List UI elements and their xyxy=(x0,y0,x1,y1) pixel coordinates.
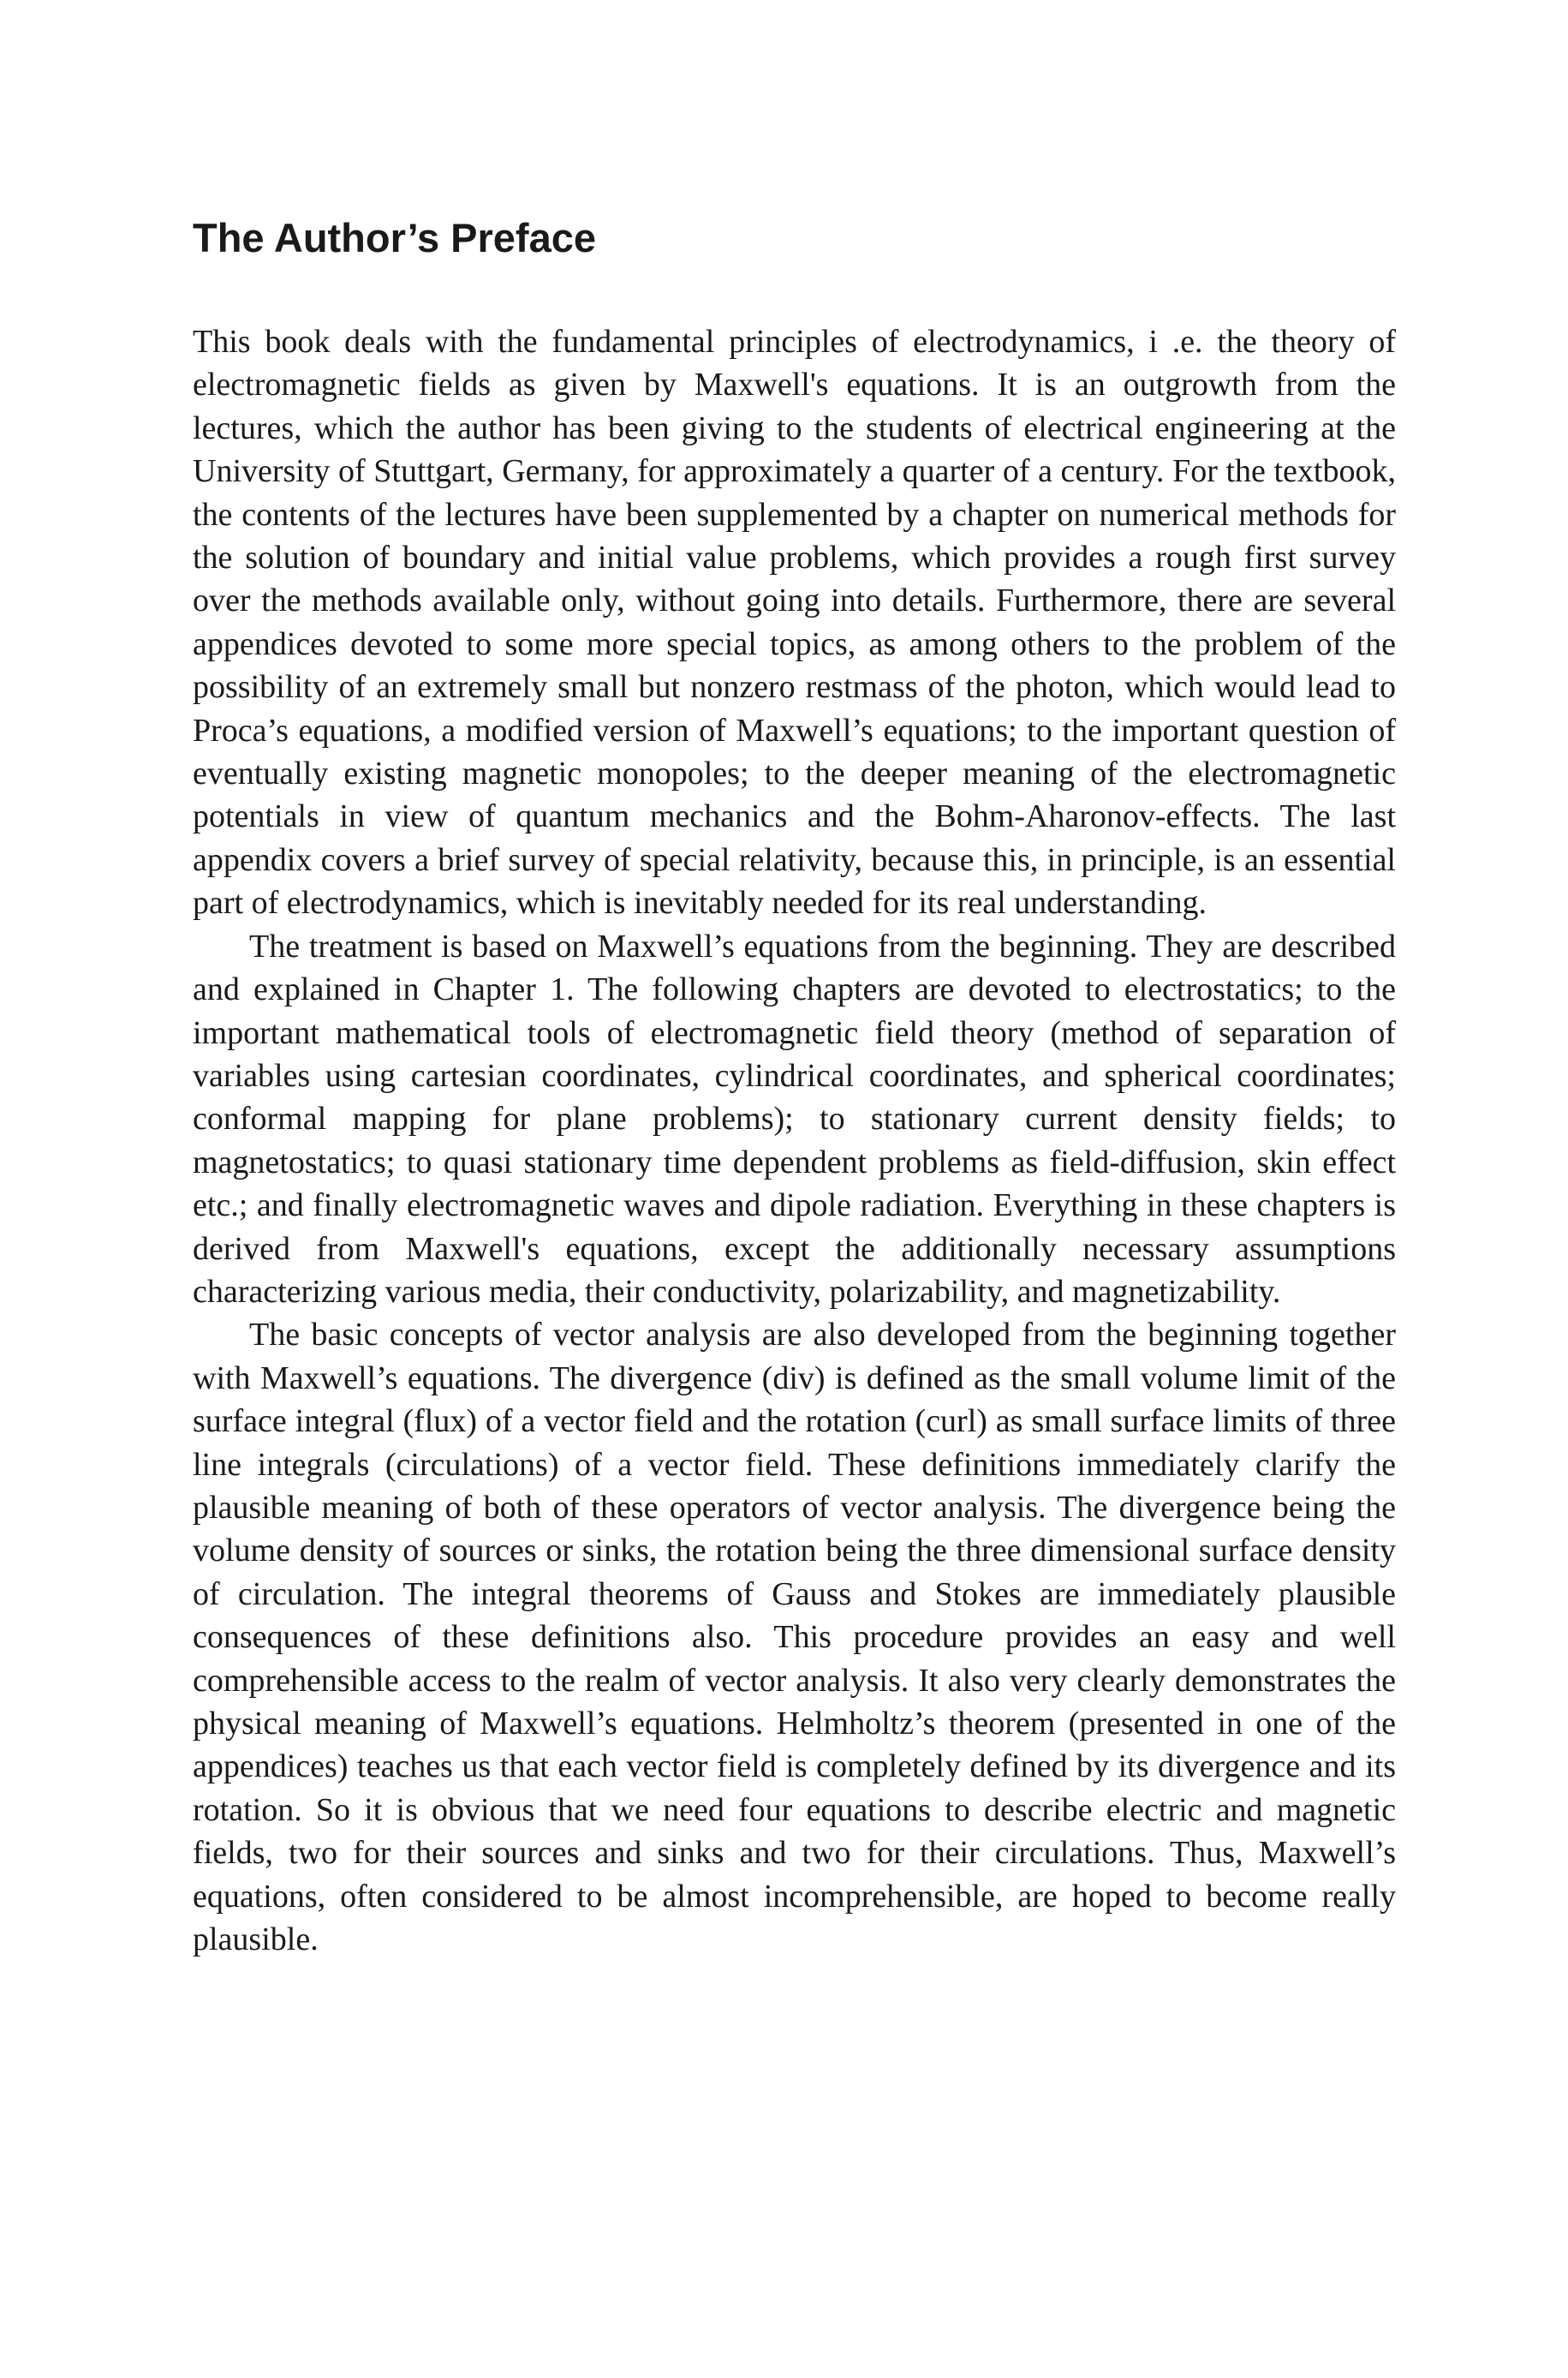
paragraph-1: This book deals with the fundamental principles of electrodynamics, i .e. the theory of electromagnetic fields as given by Maxwell's equations. It is an outgrowth from the lectures, which the author has been giving to the students of electrical engineering at the University of Stuttgart, Germany, for approximately a quarter of a century. For the textbook, the contents of the lectures have been supplemented by a chapter on numerical methods for the solution of boundary and initial value problems, which provides a rough first survey over the methods available only, without going into details. Furthermore, there are several appendices devoted to some more special topics, as among others to the problem of the possibility of an extremely small but nonzero restmass of the photon, which would lead to Proca’s equations, a modified version of Maxwell’s equations; to the important question of eventually existing magnetic monopoles; to the deeper meaning of the electromagnetic potentials in view of quantum mechanics and the Bohm-Aharonov-effects. The last appendix covers a brief survey of special relativity, because this, in principle, is an essential part of electrodynamics, which is inevitably needed for its real understanding. xyxy=(193,324,1396,922)
page-title: The Author’s Preface xyxy=(193,215,596,260)
preface-body xyxy=(193,320,1396,1961)
paragraph-3: The basic concepts of vector analysis are also developed from the beginning together with Maxwell’s equations. The divergence (div) is defined as the small volume limit of the surface integral (flux) of a vector field and the rotation (curl) as small surface limits of three line integrals (circulations) of a vector field. These definitions immediately clarify the plausible meaning of both of these operators of vector analysis. The divergence being the volume density of sources or sinks, the rotation being the three dimensional surface density of circulation. The integral theorems of Gauss and Stokes are immediately plausible consequences of these definitions also. This procedure provides an easy and well comprehensible access to the realm of vector analysis. It also very clearly demonstrates the physical meaning of Maxwell’s equations. Helmholtz’s theorem (presented in one of the appendices) teaches us that each vector field is completely defined by its divergence and its rotation. So it is obvious that we need four equations to describe electric and magnetic fields, two for their sources and sinks and two for their circulations. Thus, Maxwell’s equations, often considered to be almost incomprehensible, are hoped to become really plausible. xyxy=(193,1317,1396,1958)
paragraph-2: The treatment is based on Maxwell’s equations from the beginning. They are described and explained in Chapter 1. The following chapters are devoted to electrostatics; to the important mathematical tools of electromagnetic field theory (method of separation of variables using cartesian coordinates, cylindrical coordinates, and spherical coordinates; conformal mapping for plane problems); to stationary current density fields; to magnetostatics; to quasi stationary time dependent problems as field-diffusion, skin effect etc.; and finally electromagnetic waves and dipole radiation. Everything in these chapters is derived from Maxwell's equations, except the additionally necessary assumptions characterizing various media, their conductivity, polarizability, and magnetizability. xyxy=(193,928,1396,1310)
